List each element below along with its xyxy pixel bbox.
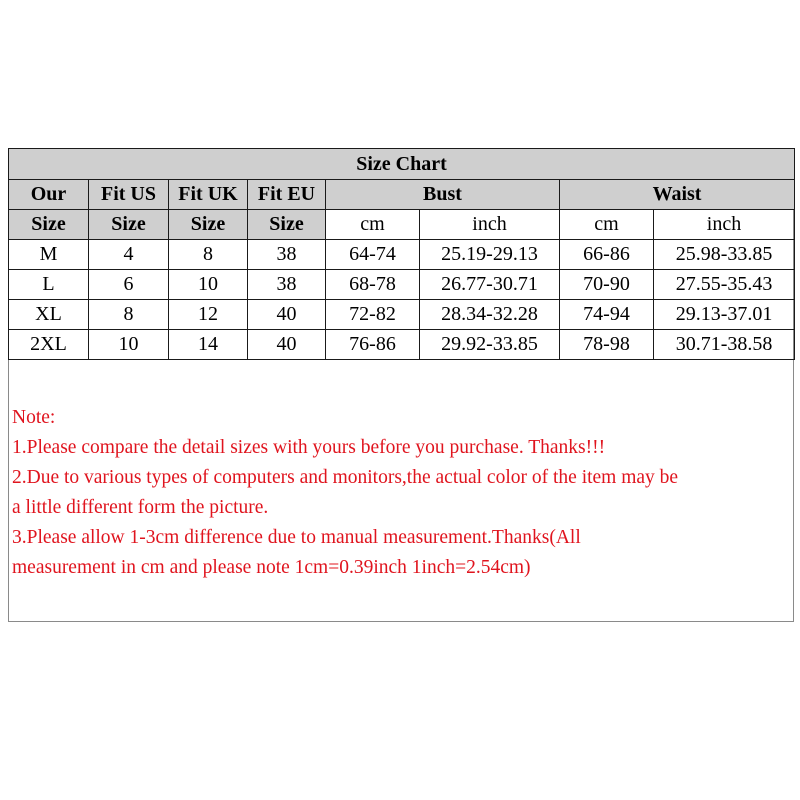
cell-waist-inch: 25.98-33.85 — [654, 240, 795, 270]
cell-us: 8 — [89, 300, 169, 330]
cell-size: XL — [9, 300, 89, 330]
header-fit-us-size: Size — [89, 210, 169, 240]
header-fit-eu-size: Size — [248, 210, 326, 240]
cell-waist-inch: 27.55-35.43 — [654, 270, 795, 300]
header-our: Our — [9, 180, 89, 210]
header-our-size: Size — [9, 210, 89, 240]
header-bust-cm: cm — [326, 210, 420, 240]
cell-waist-cm: 70-90 — [560, 270, 654, 300]
cell-bust-inch: 29.92-33.85 — [420, 330, 560, 360]
cell-eu: 40 — [248, 330, 326, 360]
cell-waist-inch: 30.71-38.58 — [654, 330, 795, 360]
table-row — [9, 330, 795, 360]
cell-us: 10 — [89, 330, 169, 360]
cell-size: M — [9, 240, 89, 270]
header-fit-uk-size: Size — [169, 210, 248, 240]
cell-eu: 38 — [248, 270, 326, 300]
note-block — [12, 403, 792, 583]
size-chart-table — [8, 148, 795, 360]
cell-waist-inch: 29.13-37.01 — [654, 300, 795, 330]
cell-us: 6 — [89, 270, 169, 300]
note-line: 1.Please compare the detail sizes with yours before you purchase. Thanks!!! — [12, 437, 606, 458]
note-heading: Note: — [12, 407, 56, 428]
note-line: a little different form the picture. — [12, 497, 269, 518]
note-line: 2.Due to various types of computers and monitors,the actual color of the item may be — [12, 467, 679, 488]
header-row-2 — [9, 210, 795, 240]
cell-bust-cm: 68-78 — [326, 270, 420, 300]
cell-waist-cm: 66-86 — [560, 240, 654, 270]
cell-eu: 38 — [248, 240, 326, 270]
note-line: measurement in cm and please note 1cm=0.39inch 1inch=2.54cm) — [12, 557, 531, 578]
header-row-1 — [9, 180, 795, 210]
cell-size: L — [9, 270, 89, 300]
cell-waist-cm: 74-94 — [560, 300, 654, 330]
cell-uk: 10 — [169, 270, 248, 300]
table-row — [9, 300, 795, 330]
cell-eu: 40 — [248, 300, 326, 330]
cell-bust-inch: 28.34-32.28 — [420, 300, 560, 330]
header-waist-cm: cm — [560, 210, 654, 240]
table-row — [9, 240, 795, 270]
title-row — [9, 149, 795, 180]
cell-uk: 12 — [169, 300, 248, 330]
cell-bust-inch: 26.77-30.71 — [420, 270, 560, 300]
header-bust-inch: inch — [420, 210, 560, 240]
cell-waist-cm: 78-98 — [560, 330, 654, 360]
header-waist: Waist — [560, 180, 795, 210]
header-fit-eu: Fit EU — [248, 180, 326, 210]
cell-bust-cm: 64-74 — [326, 240, 420, 270]
cell-bust-cm: 76-86 — [326, 330, 420, 360]
header-waist-inch: inch — [654, 210, 795, 240]
cell-uk: 8 — [169, 240, 248, 270]
header-fit-uk: Fit UK — [169, 180, 248, 210]
table-row — [9, 270, 795, 300]
cell-us: 4 — [89, 240, 169, 270]
cell-bust-cm: 72-82 — [326, 300, 420, 330]
cell-size: 2XL — [9, 330, 89, 360]
header-bust: Bust — [326, 180, 560, 210]
cell-bust-inch: 25.19-29.13 — [420, 240, 560, 270]
note-line: 3.Please allow 1-3cm difference due to manual measurement.Thanks(All — [12, 527, 581, 548]
cell-uk: 14 — [169, 330, 248, 360]
chart-title: Size Chart — [9, 149, 795, 180]
header-fit-us: Fit US — [89, 180, 169, 210]
